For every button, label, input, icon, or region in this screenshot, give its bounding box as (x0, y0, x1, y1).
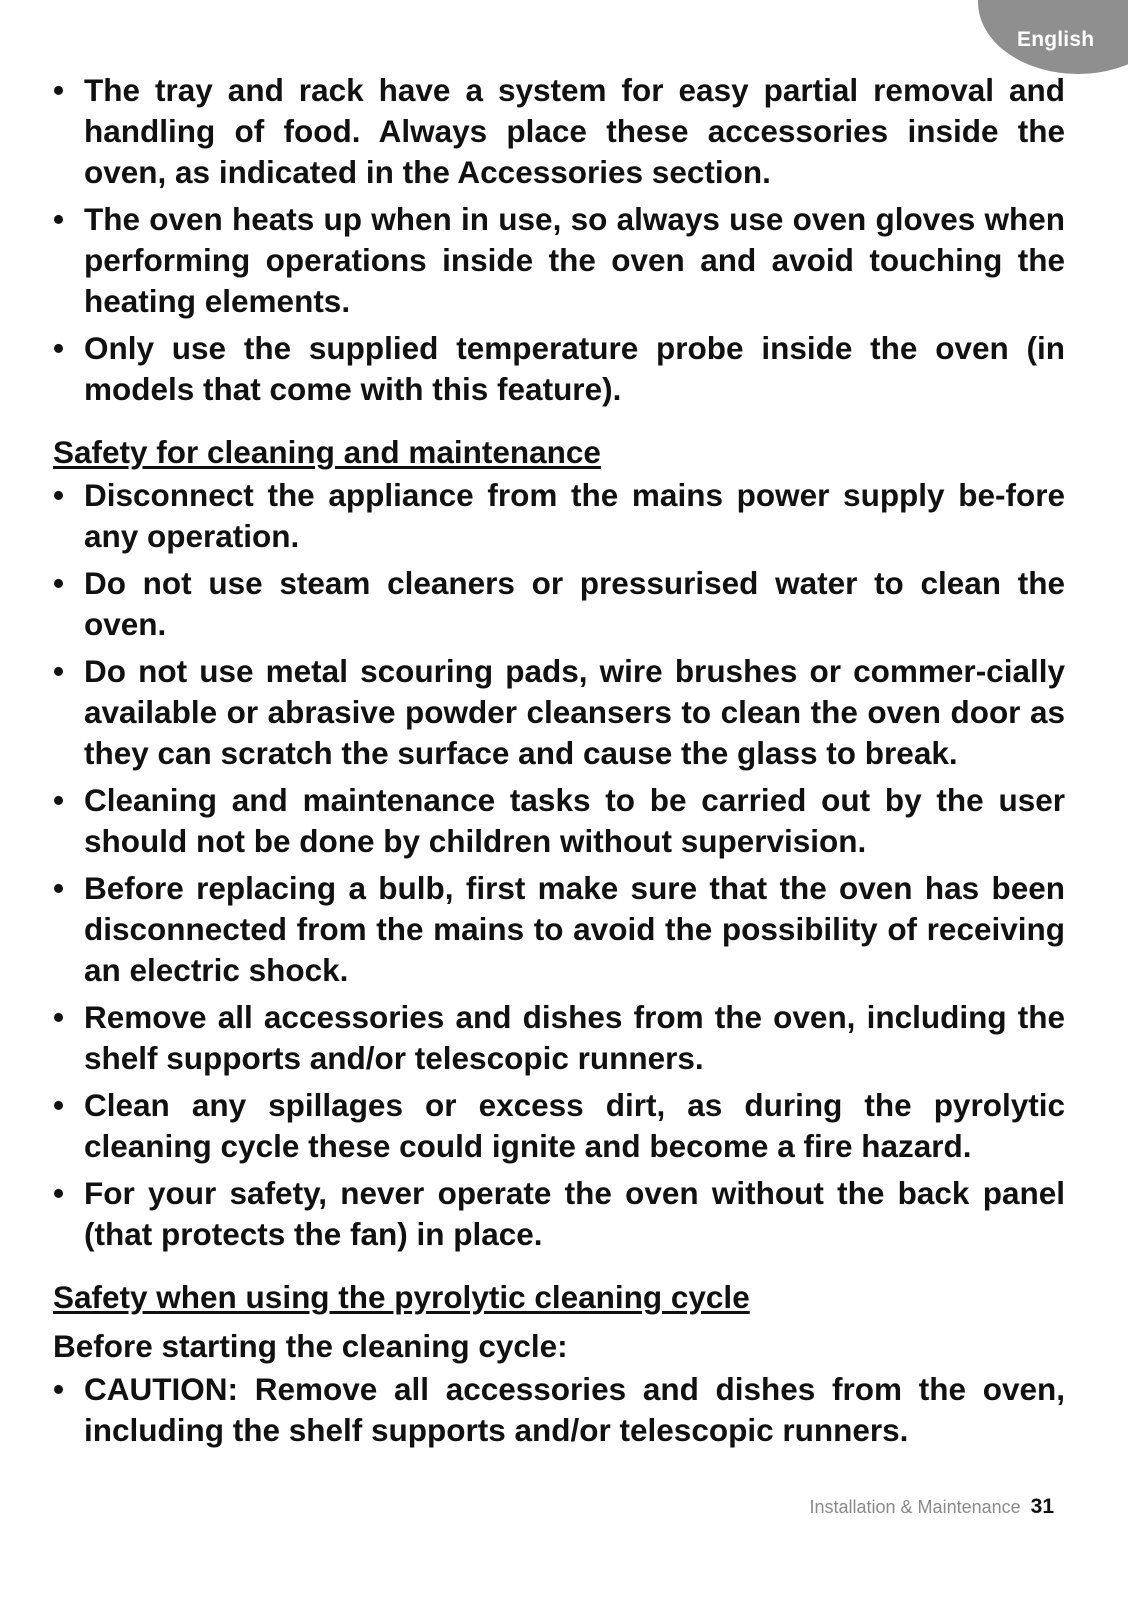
list-item: • Disconnect the appliance from the mains power supply be-fore any operation. (53, 475, 1065, 557)
intro-bullet-list (53, 70, 1065, 410)
list-item: • CAUTION: Remove all accessories and dishes from the oven, including the shelf supports and/or telescopic runners. (53, 1369, 1065, 1451)
page-content (53, 70, 1065, 1457)
pyrolytic-subheading: Before starting the cleaning cycle: (53, 1328, 568, 1364)
footer-section-label: Installation & Maintenance (809, 1497, 1021, 1517)
page-footer (810, 1495, 1055, 1519)
cleaning-section-heading: Safety for cleaning and maintenance (53, 434, 601, 470)
language-label: English (1017, 28, 1095, 51)
list-item: • Before replacing a bulb, first make sure that the oven has been disconnected from the mains to avoid the possibility of receiving an electric shock. (53, 868, 1065, 991)
page-number: 31 (1030, 1495, 1054, 1518)
list-item: • Do not use metal scouring pads, wire brushes or commer-cially available or abrasive powder cleansers to clean the oven door as they can scratch the surface and cause the glass to break. (53, 651, 1065, 774)
list-item: • Clean any spillages or excess dirt, as during the pyrolytic cleaning cycle these could ignite and become a fire hazard. (53, 1085, 1065, 1167)
list-item: • Do not use steam cleaners or pressurised water to clean the oven. (53, 563, 1065, 645)
list-item: • The tray and rack have a system for easy partial removal and handling of food. Always place these accessories inside the oven, as indicated in the Accessories section. (53, 70, 1065, 193)
cleaning-bullet-list (53, 475, 1065, 1255)
pyrolytic-bullet-list (53, 1369, 1065, 1451)
pyrolytic-section-heading: Safety when using the pyrolytic cleaning cycle (53, 1279, 750, 1315)
list-item: • Remove all accessories and dishes from the oven, including the shelf supports and/or telescopic runners. (53, 997, 1065, 1079)
list-item: • Only use the supplied temperature probe inside the oven (in models that come with this feature). (53, 328, 1065, 410)
list-item: • For your safety, never operate the oven without the back panel (that protects the fan) in place. (53, 1173, 1065, 1255)
list-item: • The oven heats up when in use, so always use oven gloves when performing operations inside the oven and avoid touching the heating elements. (53, 199, 1065, 322)
list-item: • Cleaning and maintenance tasks to be carried out by the user should not be done by children without supervision. (53, 780, 1065, 862)
